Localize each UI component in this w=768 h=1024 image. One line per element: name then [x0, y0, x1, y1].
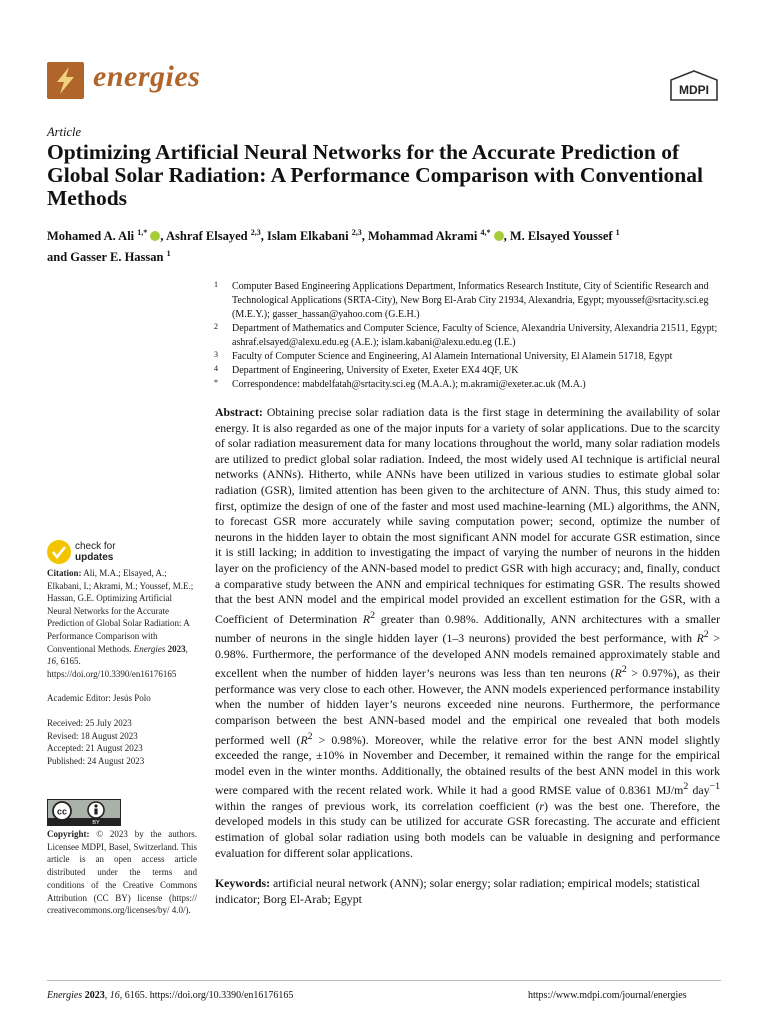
- abstract-text: > 0.97%), as their performance was very close to each other. However, the ANN models experienced performance instability when the number of hidden layer’s neurons exceeded nine neurons. Furthermore, the performance comparison between the best ANN-based model and the empirical one revealed that both models performed well (: [215, 666, 720, 747]
- abstract-text: Obtaining precise solar radiation data is the first stage in determining the availability of solar energy. It is also regarded as one of the major inputs for a variety of solar applications. Due to the scarcity of solar radiation measurement data for many locations throughout the world, many solar radiation models are utilized to predict global solar radiation. Indeed, the most widely used AI technique is artificial neural networks (ANNs). Hitherto, while ANNs have been utilized in various studies to estimate global solar radiation (GSR), limited attention has been given to the architecture of ANN. Thus, this study aimed to: first, optimize the design of one of the faster and most used machine-learning (ML) algorithms, the ANN, to forecast GSR more accurately while saving computation power; second, optimize the number of neurons in the hidden layer to obtain the most significant ANN model for accurate GSR estimation, since it is still lacking; in addition to investigating the impact of varying the number of neurons in the hidden layer on the proficiency of the ANN-based model to predict GSR with high accuracy; and, finally, conduct a comparative study between the ANN and empirical techniques for estimating GSR. The results showed that the best ANN model and the empirical model provided an excellent estimation for the GSR, with a Coefficient of Determination: [215, 405, 720, 626]
- orcid-icon[interactable]: [150, 231, 160, 241]
- symbol-r: R: [300, 732, 308, 747]
- citation-pages: 6165.: [60, 656, 81, 667]
- date-received: Received: 25 July 2023: [47, 717, 132, 728]
- citation-year: 2023: [167, 643, 186, 654]
- mdpi-logo-icon[interactable]: [668, 70, 720, 102]
- superscript: 2: [703, 629, 709, 641]
- date-published: Published: 24 August 2023: [47, 755, 145, 766]
- affiliation-text: Department of Engineering, University of Exeter, Exeter EX4 4QF, UK: [232, 365, 519, 376]
- correspondence-item: [210, 378, 730, 392]
- affiliation-text: Computer Based Engineering Applications Department, Informatics Research Institute, City of Scientific Research and Technological Applications (SRTA-City), New Borg El-Arab City 21934, Alexandria, Egypt; myoussef@srtacity.sci.eg (M.E.Y.); gasser_hassan@yahoo.com (G.E.H.): [232, 281, 709, 320]
- journal-logo-icon: [47, 62, 84, 99]
- unit-day: day: [692, 783, 710, 798]
- publisher-label: MDPI: [679, 83, 709, 97]
- cc-label: cc: [56, 806, 68, 817]
- check-updates-line2: updates: [75, 552, 114, 563]
- symbol-r: R: [614, 666, 622, 681]
- symbol-r: R: [696, 631, 704, 646]
- citation-label: Citation:: [47, 568, 82, 578]
- superscript: 2: [683, 781, 689, 793]
- affiliation-item: [210, 350, 730, 364]
- affiliation-item: [210, 280, 730, 322]
- abstract-label: Abstract:: [215, 405, 263, 419]
- affiliation-number: 1: [214, 280, 218, 289]
- cc-by-license-icon[interactable]: [47, 799, 121, 826]
- academic-editor: Academic Editor: Jesús Polo: [47, 693, 151, 704]
- abstract-text: within the ranges of previous work, its correlation coefficient (: [215, 798, 540, 813]
- by-label: BY: [92, 820, 100, 825]
- author-affiliation-sup: 1: [166, 249, 171, 259]
- author-name[interactable]: Mohamed A. Ali: [47, 229, 135, 244]
- check-updates-line1: check for: [75, 541, 116, 552]
- superscript: −1: [709, 781, 720, 793]
- citation-volume: 16: [47, 656, 56, 667]
- superscript: 2: [370, 609, 376, 621]
- author-list: Mohamed A. Ali $^{1,*}$ , Ashraf Elsayed $^{2,3}$, Islam Elkabani $^{2,3}$, Mohammad Akrami $^{4,*}$ , M. Elsayed Youssef $^1$ and Gasser E. Hassan $^1$: [47, 228, 620, 265]
- author-affiliation-sup: 2,3: [250, 228, 261, 237]
- abstract: [215, 405, 720, 861]
- citation: Citation: Ali, M.A.; Elsayed, A.; Elkabani, I.; Akrami, M.; Youssef, M.E.; Hassan, G.E. Optimizing Artificial Neural Networks for the Accurate Prediction of Global Solar Radiation: A Performance Comparison with Conventional Methods. Energies 2023, 16, 6165. https://doi.org/10.3390/en16176165: [47, 568, 194, 679]
- keywords-text: artificial neural network (ANN); solar energy; solar radiation; empirical models; statistical indicator; Borg El-Arab; Egypt: [215, 876, 700, 906]
- citation-journal: Energies: [133, 643, 166, 654]
- affiliation-number: 3: [214, 350, 218, 359]
- author-affiliation-sup: 1,*: [137, 228, 148, 237]
- author-name[interactable]: Gasser E. Hassan: [70, 250, 164, 265]
- date-revised: Revised: 18 August 2023: [47, 730, 138, 741]
- keywords-label: Keywords:: [215, 876, 271, 890]
- footer-journal-url[interactable]: https://www.mdpi.com/journal/energies: [528, 990, 687, 1001]
- check-icon: [47, 540, 71, 564]
- author-name[interactable]: Mohammad Akrami: [367, 229, 478, 244]
- author-name[interactable]: Ashraf Elsayed: [165, 229, 248, 244]
- citation-doi-link[interactable]: https://doi.org/10.3390/en16176165: [47, 668, 177, 679]
- check-for-updates-button[interactable]: [47, 540, 147, 566]
- copyright-notice: [47, 828, 197, 917]
- date-accepted: Accepted: 21 August 2023: [47, 743, 143, 754]
- affiliation-number: 2: [214, 322, 218, 331]
- citation-text: Ali, M.A.; Elsayed, A.; Elkabani, I.; Akrami, M.; Youssef, M.E.; Hassan, G.E. Optimizing Artificial Neural Networks for the Accurate Prediction of Global Solar Radiation: A Performance Comparison with Conventional Methods.: [47, 568, 194, 654]
- footer-journal: Energies: [47, 990, 83, 1001]
- superscript: 2: [307, 730, 313, 742]
- author-join: and: [47, 250, 68, 265]
- orcid-icon[interactable]: [494, 231, 504, 241]
- affiliation-text: Faculty of Computer Science and Engineering, Al Alamein International University, El Alamein 51718, Egypt: [232, 351, 673, 362]
- footer-divider: [47, 980, 721, 981]
- superscript: 2: [621, 664, 627, 676]
- author-affiliation-sup: 2,3: [351, 228, 362, 237]
- abstract-text: ) was the best one. Therefore, the developed models in this study can be utilized for accurate GSR forecasting. The accurate and efficient estimation of global solar radiation using both models can be valuable in designing and performance evaluation for different solar applications.: [215, 798, 720, 860]
- footer-volume: 16: [109, 990, 120, 1001]
- symbol-r: R: [362, 611, 371, 626]
- abstract-text: > 0.98%. Furthermore, the performance of the developed ANN models remained approximately stable and excellent when the number of hidden layer’s neurons was less than ten neurons (: [215, 631, 720, 681]
- author-name[interactable]: M. Elsayed Youssef: [509, 229, 613, 244]
- footer-doi-link[interactable]: 6165. https://doi.org/10.3390/en16176165: [124, 990, 294, 1001]
- author-affiliation-sup: 1: [615, 228, 620, 237]
- affiliation-number: *: [214, 378, 218, 387]
- affiliations: [210, 280, 730, 392]
- journal-name[interactable]: energies: [93, 60, 201, 93]
- sidebar-metadata: [47, 567, 197, 767]
- affiliation-item: [210, 322, 730, 350]
- article-title: Optimizing Artificial Neural Networks for the Accurate Prediction of Global Solar Radiation: A Performance Comparison with Conventional Methods: [47, 140, 703, 210]
- abstract-text: greater than 0.98%. Additionally, ANN architectures with a smaller number of neurons in the single hidden layer (1–3 neurons) provided the best performance, with: [215, 611, 721, 646]
- symbol-r: r: [539, 798, 544, 813]
- affiliation-item: [210, 364, 730, 378]
- footer-citation: Energies 2023, 16, 6165. https://doi.org/10.3390/en16176165: [47, 990, 294, 1001]
- author-affiliation-sup: 4,*: [480, 228, 491, 237]
- article-type: Article: [47, 125, 82, 139]
- correspondence-text: Correspondence: mabdelfatah@srtacity.sci.eg (M.A.A.); m.akrami@exeter.ac.uk (M.A.): [232, 379, 586, 390]
- affiliation-text: Department of Mathematics and Computer Science, Faculty of Science, Alexandria University, Alexandria 21511, Egypt; ashraf.elsayed@alexu.edu.eg (A.E.); islam.kabani@alexu.edu.eg (I.E.): [232, 323, 718, 348]
- affiliation-number: 4: [214, 364, 218, 373]
- keywords: [215, 876, 720, 907]
- abstract-text: > 0.98%). Moreover, while the relative error for the best ANN model slightly exceeded the range, ±10% in November and December, it remained within the range for the empirical model even in the winter months. Additionally, the obtained results of the best ANN model in this work were compared with the recent related work. While it had a good RMSE value of 0.8361 MJ/m: [215, 732, 720, 798]
- copyright-label: Copyright:: [47, 829, 90, 839]
- author-name[interactable]: Islam Elkabani: [266, 229, 349, 244]
- footer-year: 2023: [84, 990, 105, 1001]
- copyright-text: © 2023 by the authors. Licensee MDPI, Basel, Switzerland. This article is an open access article distributed under the terms and conditions of the Creative Commons Attribution (CC BY) license (https:// creativecommons.org/licenses/by/ 4.0/).: [47, 829, 198, 916]
